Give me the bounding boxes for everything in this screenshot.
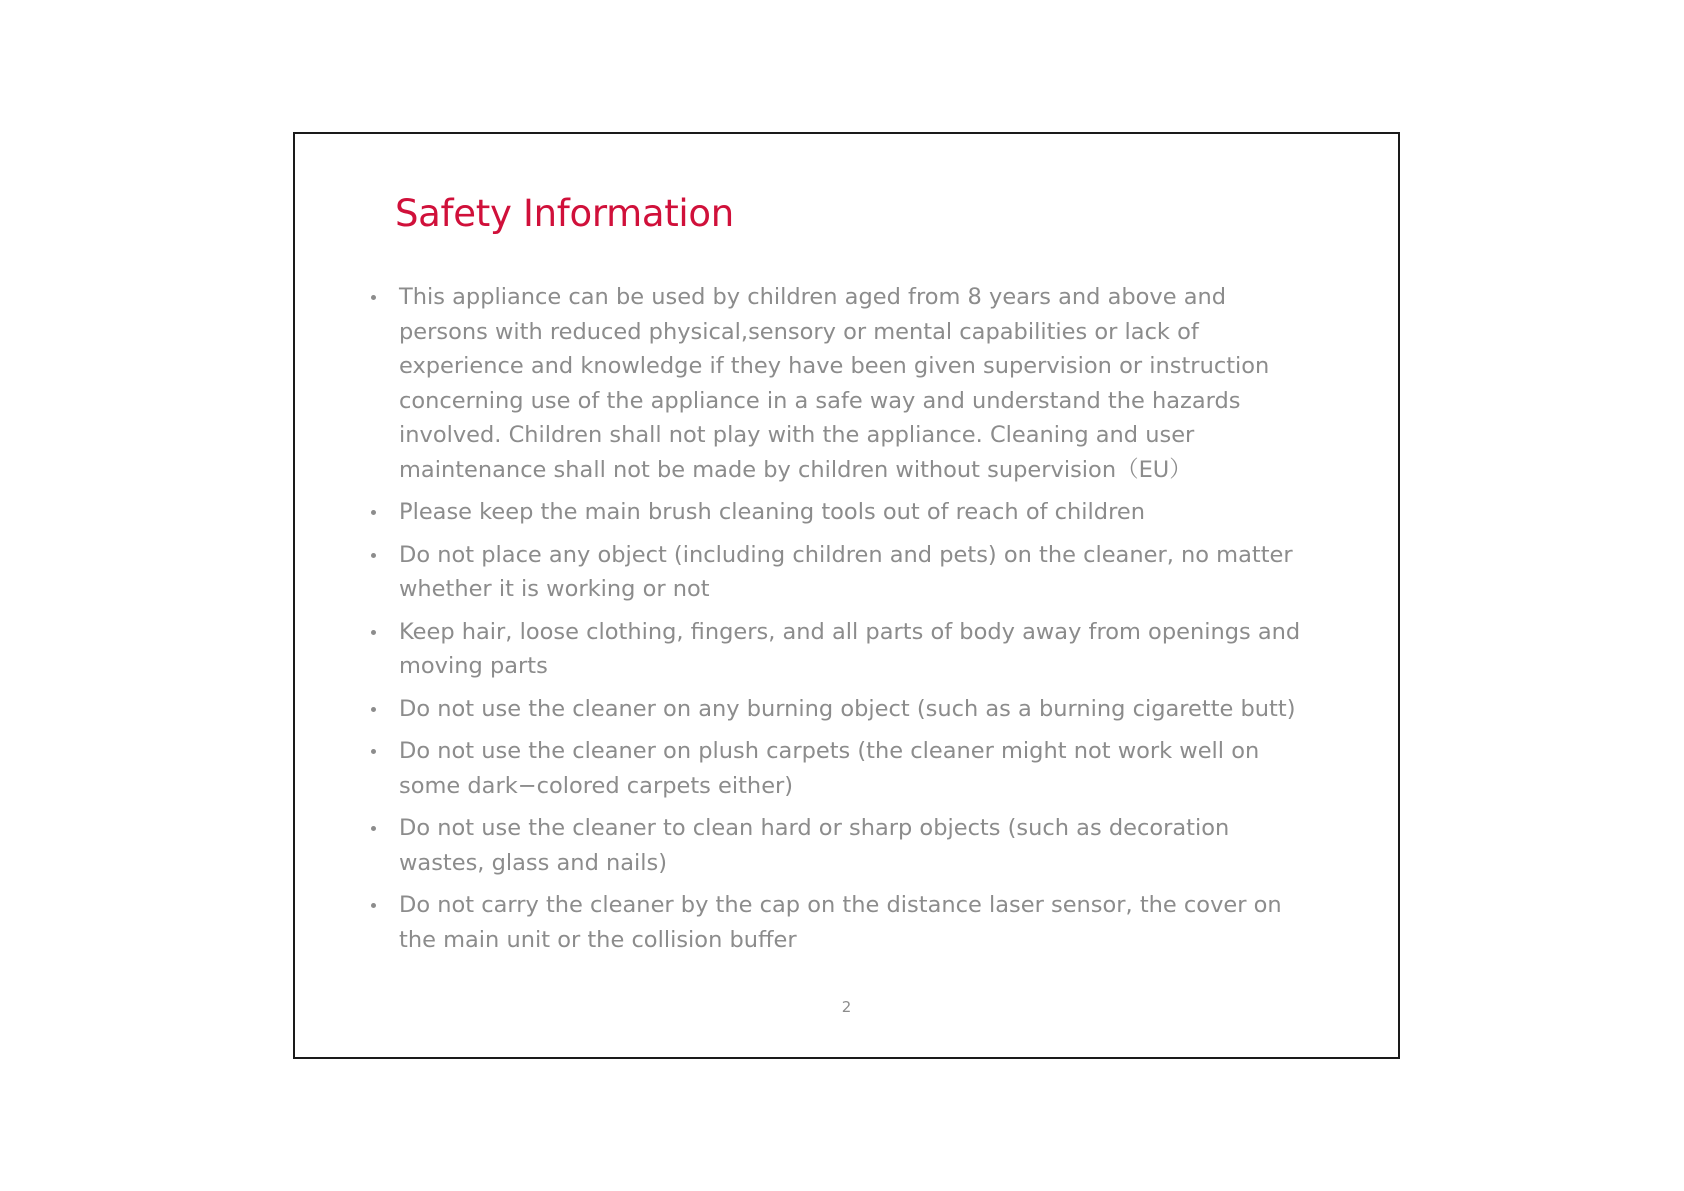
list-item-text: This appliance can be used by children aged from 8 years and above and persons with reduced physical,sensory or mental capabilities or lack of experience and knowledge if they have been given supervision or instruction concerning use of the appliance in a safe way and understand the hazards involved. Children shall not play with the appliance. Cleaning and user maintenance shall not be made by children without supervision（EU） <box>399 284 1270 483</box>
list-item <box>365 811 1303 880</box>
bullet-dot-icon <box>371 553 376 558</box>
list-item <box>365 538 1303 607</box>
list-item <box>365 888 1303 957</box>
page-frame <box>293 132 1400 1059</box>
list-item-text: Do not use the cleaner to clean hard or sharp objects (such as decoration wastes, glass and nails) <box>399 815 1230 876</box>
page-title: Safety Information <box>395 192 734 235</box>
bullet-dot-icon <box>371 510 376 515</box>
safety-list <box>365 280 1303 965</box>
list-item <box>365 280 1303 487</box>
page-number: 2 <box>841 998 852 1016</box>
list-item-text: Do not carry the cleaner by the cap on the distance laser sensor, the cover on the main unit or the collision buffer <box>399 892 1282 953</box>
list-item-text: Do not place any object (including children and pets) on the cleaner, no matter whether it is working or not <box>399 541 1293 602</box>
list-item-text: Please keep the main brush cleaning tools out of reach of children <box>399 499 1145 525</box>
list-item-text: Do not use the cleaner on any burning object (such as a burning cigarette butt) <box>399 695 1296 722</box>
bullet-dot-icon <box>371 707 376 712</box>
list-item-text: Keep hair, loose clothing, fingers, and all parts of body away from openings and moving parts <box>399 618 1301 679</box>
bullet-dot-icon <box>371 826 376 831</box>
list-item <box>365 734 1303 803</box>
bullet-dot-icon <box>371 630 376 635</box>
bullet-dot-icon <box>371 295 376 300</box>
list-item <box>365 495 1303 530</box>
list-item-text: Do not use the cleaner on plush carpets (the cleaner might not work well on some dark−colored carpets either) <box>399 738 1260 799</box>
bullet-dot-icon <box>371 749 376 754</box>
list-item <box>365 615 1303 684</box>
bullet-dot-icon <box>371 903 376 908</box>
list-item <box>365 692 1303 727</box>
